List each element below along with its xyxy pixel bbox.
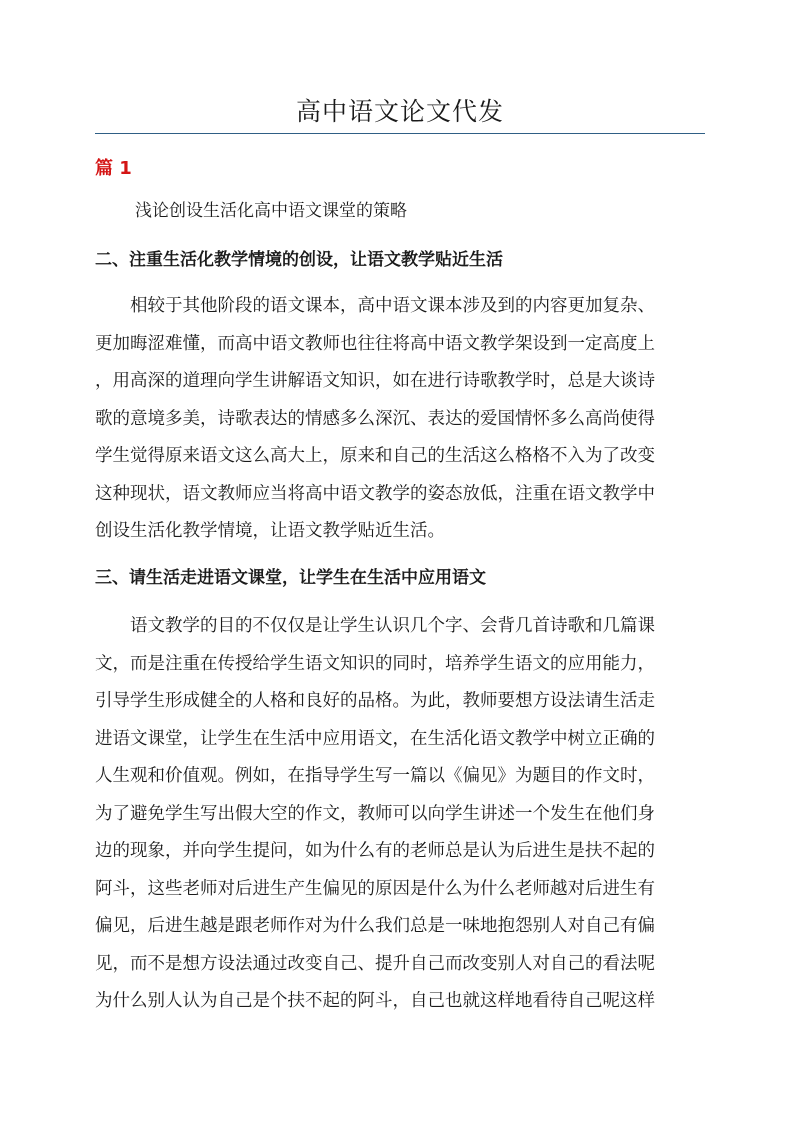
paragraph-line: 文，而是注重在传授给学生语文知识的同时，培养学生语文的应用能力，	[95, 653, 655, 674]
paragraph-line: 偏见，后进生越是跟老师作对为什么我们总是一味地抱怨别人对自己有偏	[95, 916, 655, 936]
paragraph-line: 人生观和价值观。例如，在指导学生写一篇以《偏见》为题目的作文时，	[95, 766, 655, 786]
paragraph-line: ，用高深的道理向学生讲解语文知识，如在进行诗歌教学时，总是大谈诗	[95, 371, 655, 391]
part-label: 篇 1	[95, 158, 132, 179]
paragraph-line: 更加晦涩难懂，而高中语文教师也往往将高中语文教学架设到一定高度上	[95, 333, 655, 354]
paragraph-line: 创设生活化教学情境，让语文教学贴近生活。	[95, 521, 445, 541]
paragraph-line: 引导学生形成健全的人格和良好的品格。为此，教师要想方设法请生活走	[95, 691, 655, 711]
paragraph-line: 为了避免学生写出假大空的作文，教师可以向学生讲述一个发生在他们身	[95, 803, 655, 824]
section-2-heading: 二、注重生活化教学情境的创设，让语文教学贴近生活	[95, 250, 503, 270]
paragraph-line: 语文教学的目的不仅仅是让学生认识几个字、会背几首诗歌和几篇课	[95, 616, 655, 636]
article-subtitle: 浅论创设生活化高中语文课堂的策略	[135, 201, 407, 221]
paragraph-line: 为什么别人认为自己是个扶不起的阿斗，自己也就这样地看待自己呢这样	[95, 991, 655, 1011]
paragraph-line: 相较于其他阶段的语文课本，高中语文课本涉及到的内容更加复杂、	[95, 296, 655, 316]
paragraph-line: 进语文课堂，让学生在生活中应用语文，在生活化语文教学中树立正确的	[95, 728, 655, 749]
paragraph-line: 学生觉得原来语文这么高大上，原来和自己的生活这么格格不入为了改变	[95, 446, 655, 466]
paragraph-line: 歌的意境多美，诗歌表达的情感多么深沉、表达的爱国情怀多么高尚使得	[95, 408, 655, 429]
paragraph-line: 阿斗，这些老师对后进生产生偏见的原因是什么为什么老师越对后进生有	[95, 878, 655, 899]
section-3-heading: 三、请生活走进语文课堂，让学生在生活中应用语文	[95, 568, 486, 588]
paragraph-line: 见，而不是想方设法通过改变自己、提升自己而改变别人对自己的看法呢	[95, 953, 655, 974]
paragraph-line: 边的现象，并向学生提问，如为什么有的老师总是认为后进生是扶不起的	[95, 841, 655, 861]
title-divider	[95, 133, 705, 134]
paragraph-line: 这种现状，语文教师应当将高中语文教学的姿态放低，注重在语文教学中	[95, 483, 655, 504]
section-3-paragraph	[95, 608, 710, 1021]
document-title: 高中语文论文代发	[295, 97, 504, 126]
section-2-paragraph	[95, 288, 710, 551]
